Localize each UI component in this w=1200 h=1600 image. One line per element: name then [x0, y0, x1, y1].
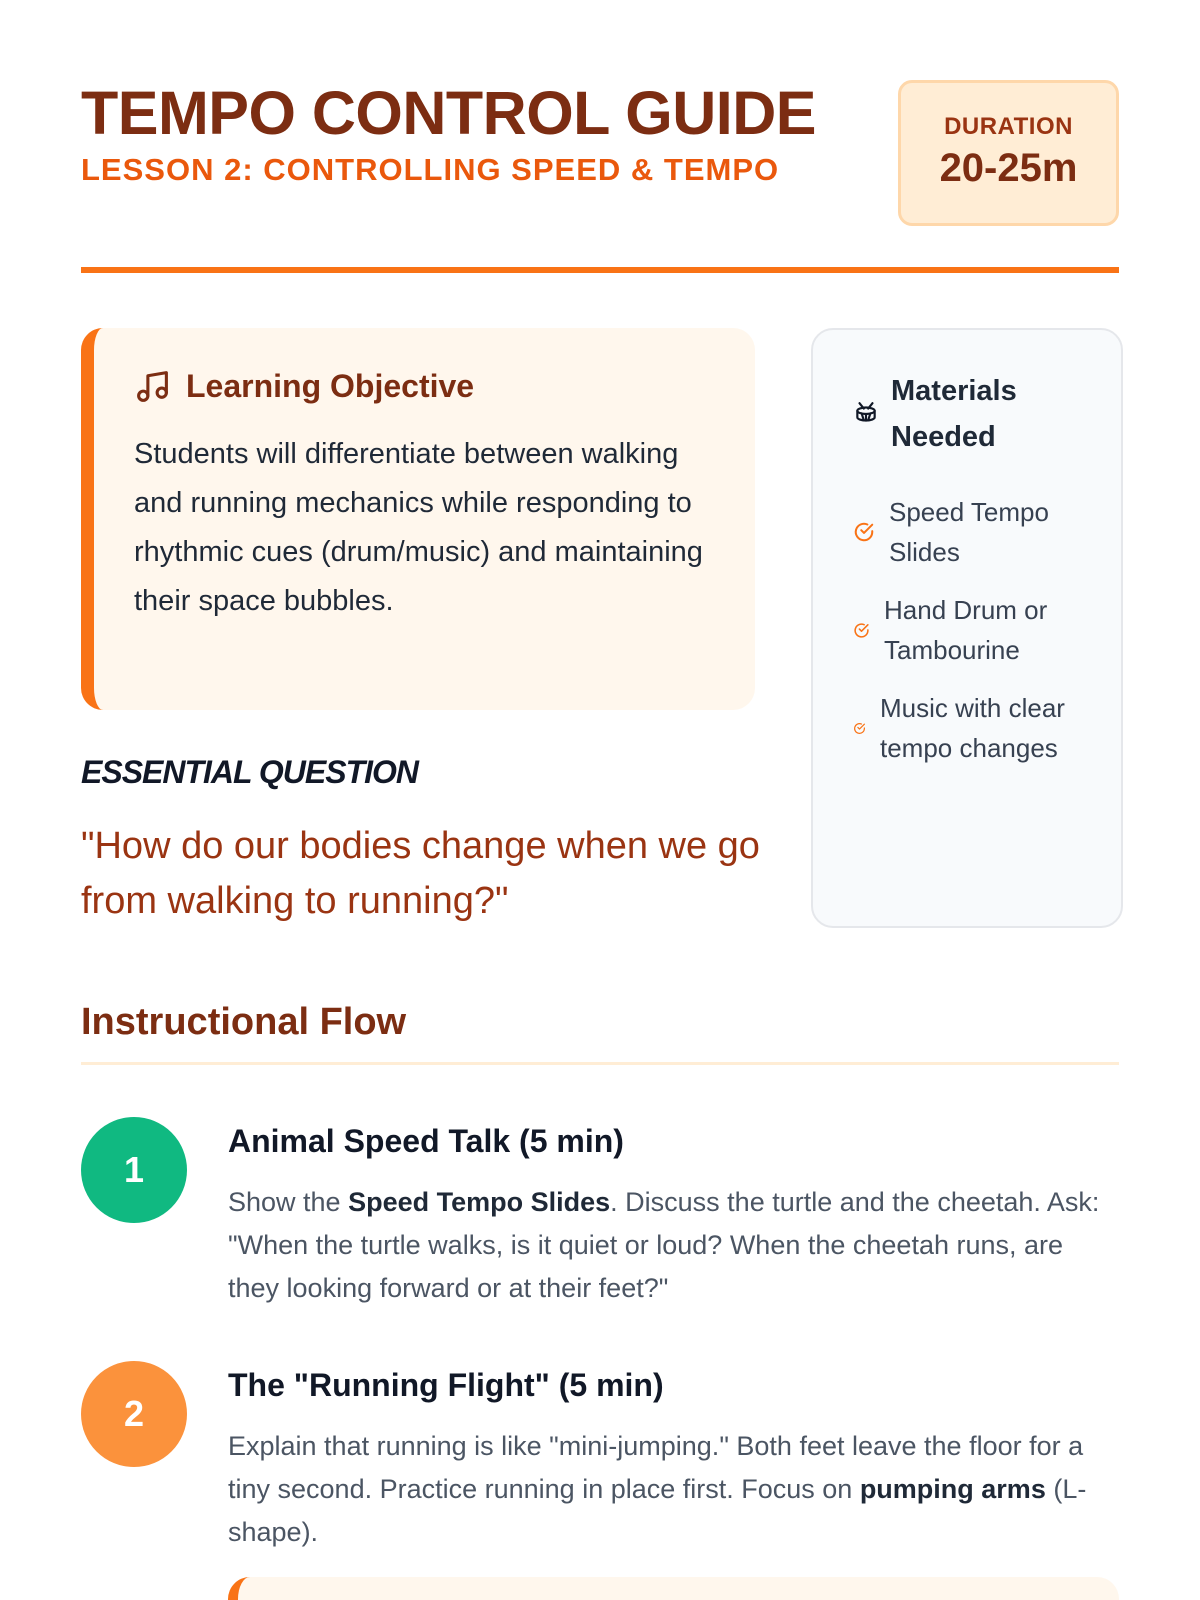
check-circle-icon: [853, 722, 866, 735]
header: [81, 80, 1119, 230]
flow-divider: [81, 1062, 1119, 1065]
instructional-flow-title: Instructional Flow: [81, 1001, 407, 1043]
check-circle-icon: [853, 521, 875, 543]
duration-value: 20-25m: [939, 146, 1078, 190]
step-text-start: Explain that running is like "mini-jumping." Both feet leave the floor for a tiny second. Practice running in place first. Focus on: [228, 1431, 1084, 1504]
list-item: [853, 688, 1093, 768]
material-label: Speed Tempo Slides: [889, 497, 1049, 567]
learning-objective-header: [134, 366, 474, 406]
step-description: [228, 1181, 1118, 1310]
list-item: [853, 492, 1093, 572]
step-text-end: . Discuss the turtle and the cheetah. Ask: "When the turtle walks, is it quiet or loud? When the cheetah runs, are they looking forward or at their feet?": [228, 1187, 1100, 1303]
step-number-badge: 2: [81, 1361, 187, 1467]
materials-list: [853, 492, 1093, 786]
essential-question-text: "How do our bodies change when we go from walking to running?": [81, 825, 760, 922]
step-text-emphasis: Speed Tempo Slides: [348, 1187, 611, 1217]
drum-icon: [853, 401, 879, 427]
flow-step-1: [81, 1117, 1119, 1317]
materials-title: Materials Needed: [891, 375, 1017, 453]
music-note-icon: [134, 368, 171, 405]
list-item: [853, 590, 1093, 670]
materials-header: [853, 368, 1061, 460]
page-title: TEMPO CONTROL GUIDE: [81, 79, 816, 147]
material-label: Music with clear tempo changes: [880, 693, 1065, 763]
check-circle-icon: [853, 622, 870, 639]
material-label: Hand Drum or Tambourine: [884, 595, 1048, 665]
duration-badge: [898, 80, 1119, 226]
step-title: The "Running Flight" (5 min): [228, 1367, 664, 1403]
tip-callout: [228, 1577, 1119, 1600]
learning-objective-card: [81, 328, 755, 710]
flow-step-2: [81, 1361, 1119, 1561]
materials-card: [811, 328, 1123, 928]
step-text-emphasis: pumping arms: [859, 1474, 1046, 1504]
learning-objective-title: Learning Objective: [186, 368, 475, 404]
step-text-start: Show the: [228, 1187, 349, 1217]
header-divider: [81, 267, 1119, 273]
step-text-end: (L-shape).: [228, 1474, 1087, 1547]
lesson-subtitle: LESSON 2: CONTROLLING SPEED & TEMPO: [81, 152, 780, 187]
essential-question-label: ESSENTIAL QUESTION: [81, 754, 419, 790]
step-number-badge: 1: [81, 1117, 187, 1223]
step-description: [228, 1425, 1118, 1554]
learning-objective-text: Students will differentiate between walking and running mechanics while responding to rhythmic cues (drum/music) and maintaining their space bubbles.: [134, 438, 703, 617]
duration-label: DURATION: [944, 113, 1073, 140]
step-title: Animal Speed Talk (5 min): [228, 1123, 624, 1159]
